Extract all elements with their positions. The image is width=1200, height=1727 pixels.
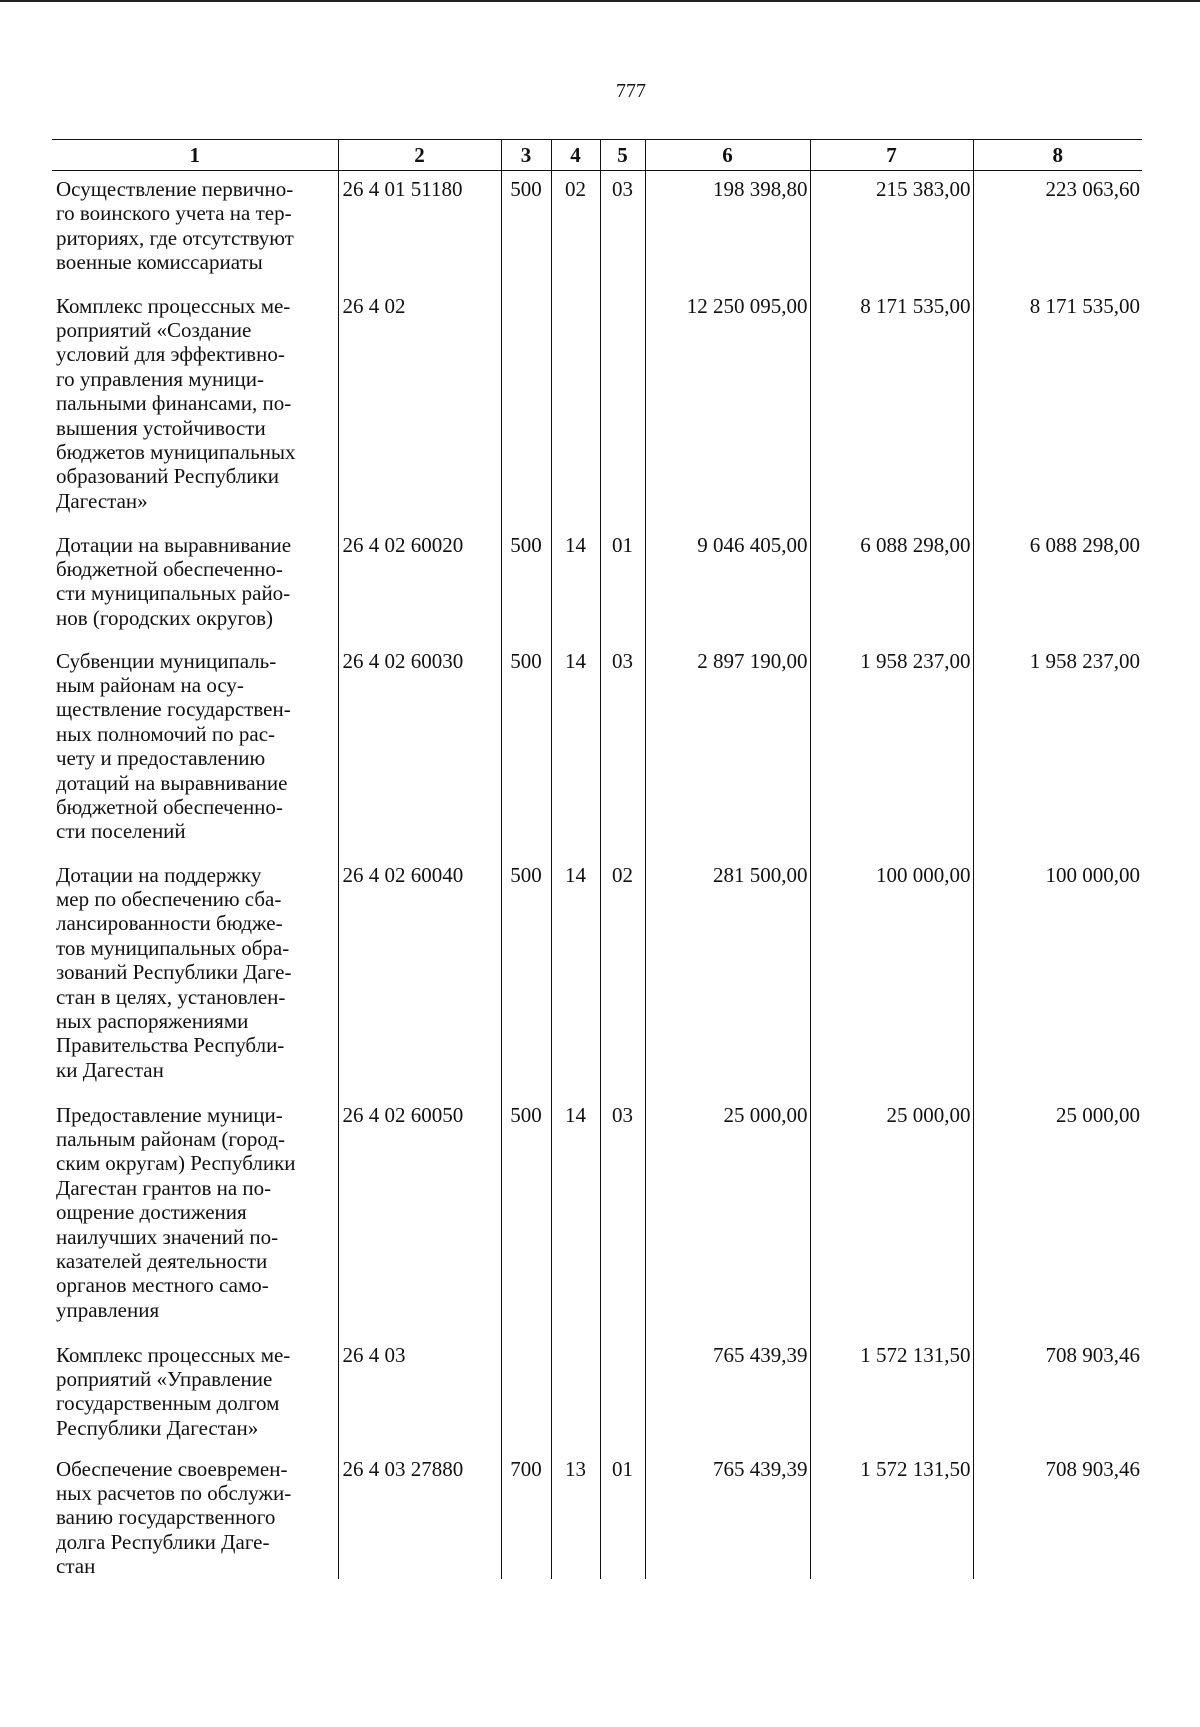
row-col5-cell: 03	[600, 1097, 645, 1337]
row-col7-value: 8 171 535,00	[810, 288, 973, 527]
row-col4-cell: 14	[551, 857, 600, 1097]
row-col6-value: 2 897 190,00	[645, 643, 810, 857]
row-name-cell: Дотации на поддержку мер по обеспечению сба- лансированности бюдже- тов муниципальных обра- зований Республики Даге- стан в целях, установлен- ных распоряжениями Правительства Республи- ки Дагестан	[56, 862, 292, 1082]
row-code-cell: 26 4 02 60030	[338, 643, 501, 857]
table-header	[52, 140, 1142, 171]
row-col3-cell: 500	[501, 1097, 551, 1337]
header-col-4: 4	[551, 140, 600, 171]
row-col7-value: 1 572 131,50	[810, 1451, 973, 1579]
row-col7-value: 1 572 131,50	[810, 1337, 973, 1451]
row-col8-value: 708 903,46	[973, 1451, 1142, 1579]
table-row	[52, 857, 1142, 1097]
table-row	[52, 288, 1142, 527]
row-col5-cell	[600, 1337, 645, 1451]
table-row	[52, 171, 1142, 288]
row-col4-cell: 14	[551, 527, 600, 643]
header-col-8: 8	[973, 140, 1142, 171]
header-row	[52, 140, 1142, 171]
row-name-cell: Дотации на выравнивание бюджетной обеспеченно- сти муниципальных райо- нов (городских округов)	[56, 532, 292, 630]
header-col-1: 1	[52, 140, 338, 171]
row-col5-cell: 02	[600, 857, 645, 1097]
row-col3-cell: 500	[501, 643, 551, 857]
row-name-cell: Комплекс процессных ме- роприятий «Создание условий для эффективно- го управления муници- пальными финансами, по- вышения устойчивости бюджетов муниципальных образований Республики Дагестан»	[56, 293, 296, 513]
row-col3-cell	[501, 288, 551, 527]
row-col4-cell	[551, 288, 600, 527]
row-col7-value: 100 000,00	[810, 857, 973, 1097]
row-code-cell: 26 4 02 60050	[338, 1097, 501, 1337]
budget-table	[52, 139, 1142, 1579]
row-col4-cell: 13	[551, 1451, 600, 1579]
header-col-2: 2	[338, 140, 501, 171]
row-col8-value: 25 000,00	[973, 1097, 1142, 1337]
row-name-cell: Комплекс процессных ме- роприятий «Управление государственным долгом Республики Дагестан»	[56, 1342, 291, 1440]
header-col-6: 6	[645, 140, 810, 171]
row-code-cell: 26 4 03	[338, 1337, 501, 1451]
row-code-cell: 26 4 02	[338, 288, 501, 527]
budget-table-container	[52, 139, 1142, 1579]
row-code-cell: 26 4 01 51180	[338, 171, 501, 288]
row-col3-cell: 500	[501, 171, 551, 288]
row-col6-value: 12 250 095,00	[645, 288, 810, 527]
table-row	[52, 1337, 1142, 1451]
row-name-cell: Предоставление муници- пальным районам (город- ским округам) Республики Дагестан грантов на по- ощрение достижения наилучших значений по- казателей деятельности органов местного само- управления	[56, 1102, 296, 1322]
row-col4-cell: 02	[551, 171, 600, 288]
table-row	[52, 643, 1142, 857]
row-name-cell: Осуществление первично- го воинского учета на тер- риториях, где отсутствуют военные комиссариаты	[56, 177, 294, 275]
row-col6-value: 765 439,39	[645, 1337, 810, 1451]
header-col-5: 5	[600, 140, 645, 171]
row-col5-cell: 03	[600, 643, 645, 857]
row-col8-value: 223 063,60	[973, 171, 1142, 288]
row-col5-cell: 01	[600, 1451, 645, 1579]
table-body	[52, 171, 1142, 1579]
row-col8-value: 8 171 535,00	[973, 288, 1142, 527]
row-name-cell: Обеспечение своевремен- ных расчетов по обслужи- ванию государственного долга Республики Даге- стан	[56, 1456, 292, 1579]
row-col6-value: 281 500,00	[645, 857, 810, 1097]
row-col6-value: 25 000,00	[645, 1097, 810, 1337]
page-number: 777	[616, 80, 646, 102]
row-col8-value: 1 958 237,00	[973, 643, 1142, 857]
row-name-cell: Субвенции муниципаль- ным районам на осу- ществление государствен- ных полномочий по рас- чету и предоставлению дотаций на выравнивание бюджетной обеспеченно- сти поселений	[56, 648, 291, 844]
page-top-edge	[0, 0, 1200, 2]
row-code-cell: 26 4 02 60020	[338, 527, 501, 643]
row-col7-value: 215 383,00	[810, 171, 973, 288]
row-col6-value: 765 439,39	[645, 1451, 810, 1579]
row-col5-cell: 03	[600, 171, 645, 288]
row-col4-cell	[551, 1337, 600, 1451]
row-col3-cell: 500	[501, 527, 551, 643]
row-col7-value: 25 000,00	[810, 1097, 973, 1337]
row-col3-cell: 500	[501, 857, 551, 1097]
row-col8-value: 6 088 298,00	[973, 527, 1142, 643]
row-col3-cell: 700	[501, 1451, 551, 1579]
row-col3-cell	[501, 1337, 551, 1451]
row-code-cell: 26 4 02 60040	[338, 857, 501, 1097]
row-col5-cell	[600, 288, 645, 527]
row-col8-value: 708 903,46	[973, 1337, 1142, 1451]
row-col7-value: 6 088 298,00	[810, 527, 973, 643]
row-col4-cell: 14	[551, 1097, 600, 1337]
row-col7-value: 1 958 237,00	[810, 643, 973, 857]
row-col6-value: 9 046 405,00	[645, 527, 810, 643]
table-row	[52, 1451, 1142, 1579]
row-code-cell: 26 4 03 27880	[338, 1451, 501, 1579]
row-col6-value: 198 398,80	[645, 171, 810, 288]
row-col4-cell: 14	[551, 643, 600, 857]
header-col-3: 3	[501, 140, 551, 171]
header-col-7: 7	[810, 140, 973, 171]
row-col8-value: 100 000,00	[973, 857, 1142, 1097]
table-row	[52, 527, 1142, 643]
row-col5-cell: 01	[600, 527, 645, 643]
table-row	[52, 1097, 1142, 1337]
